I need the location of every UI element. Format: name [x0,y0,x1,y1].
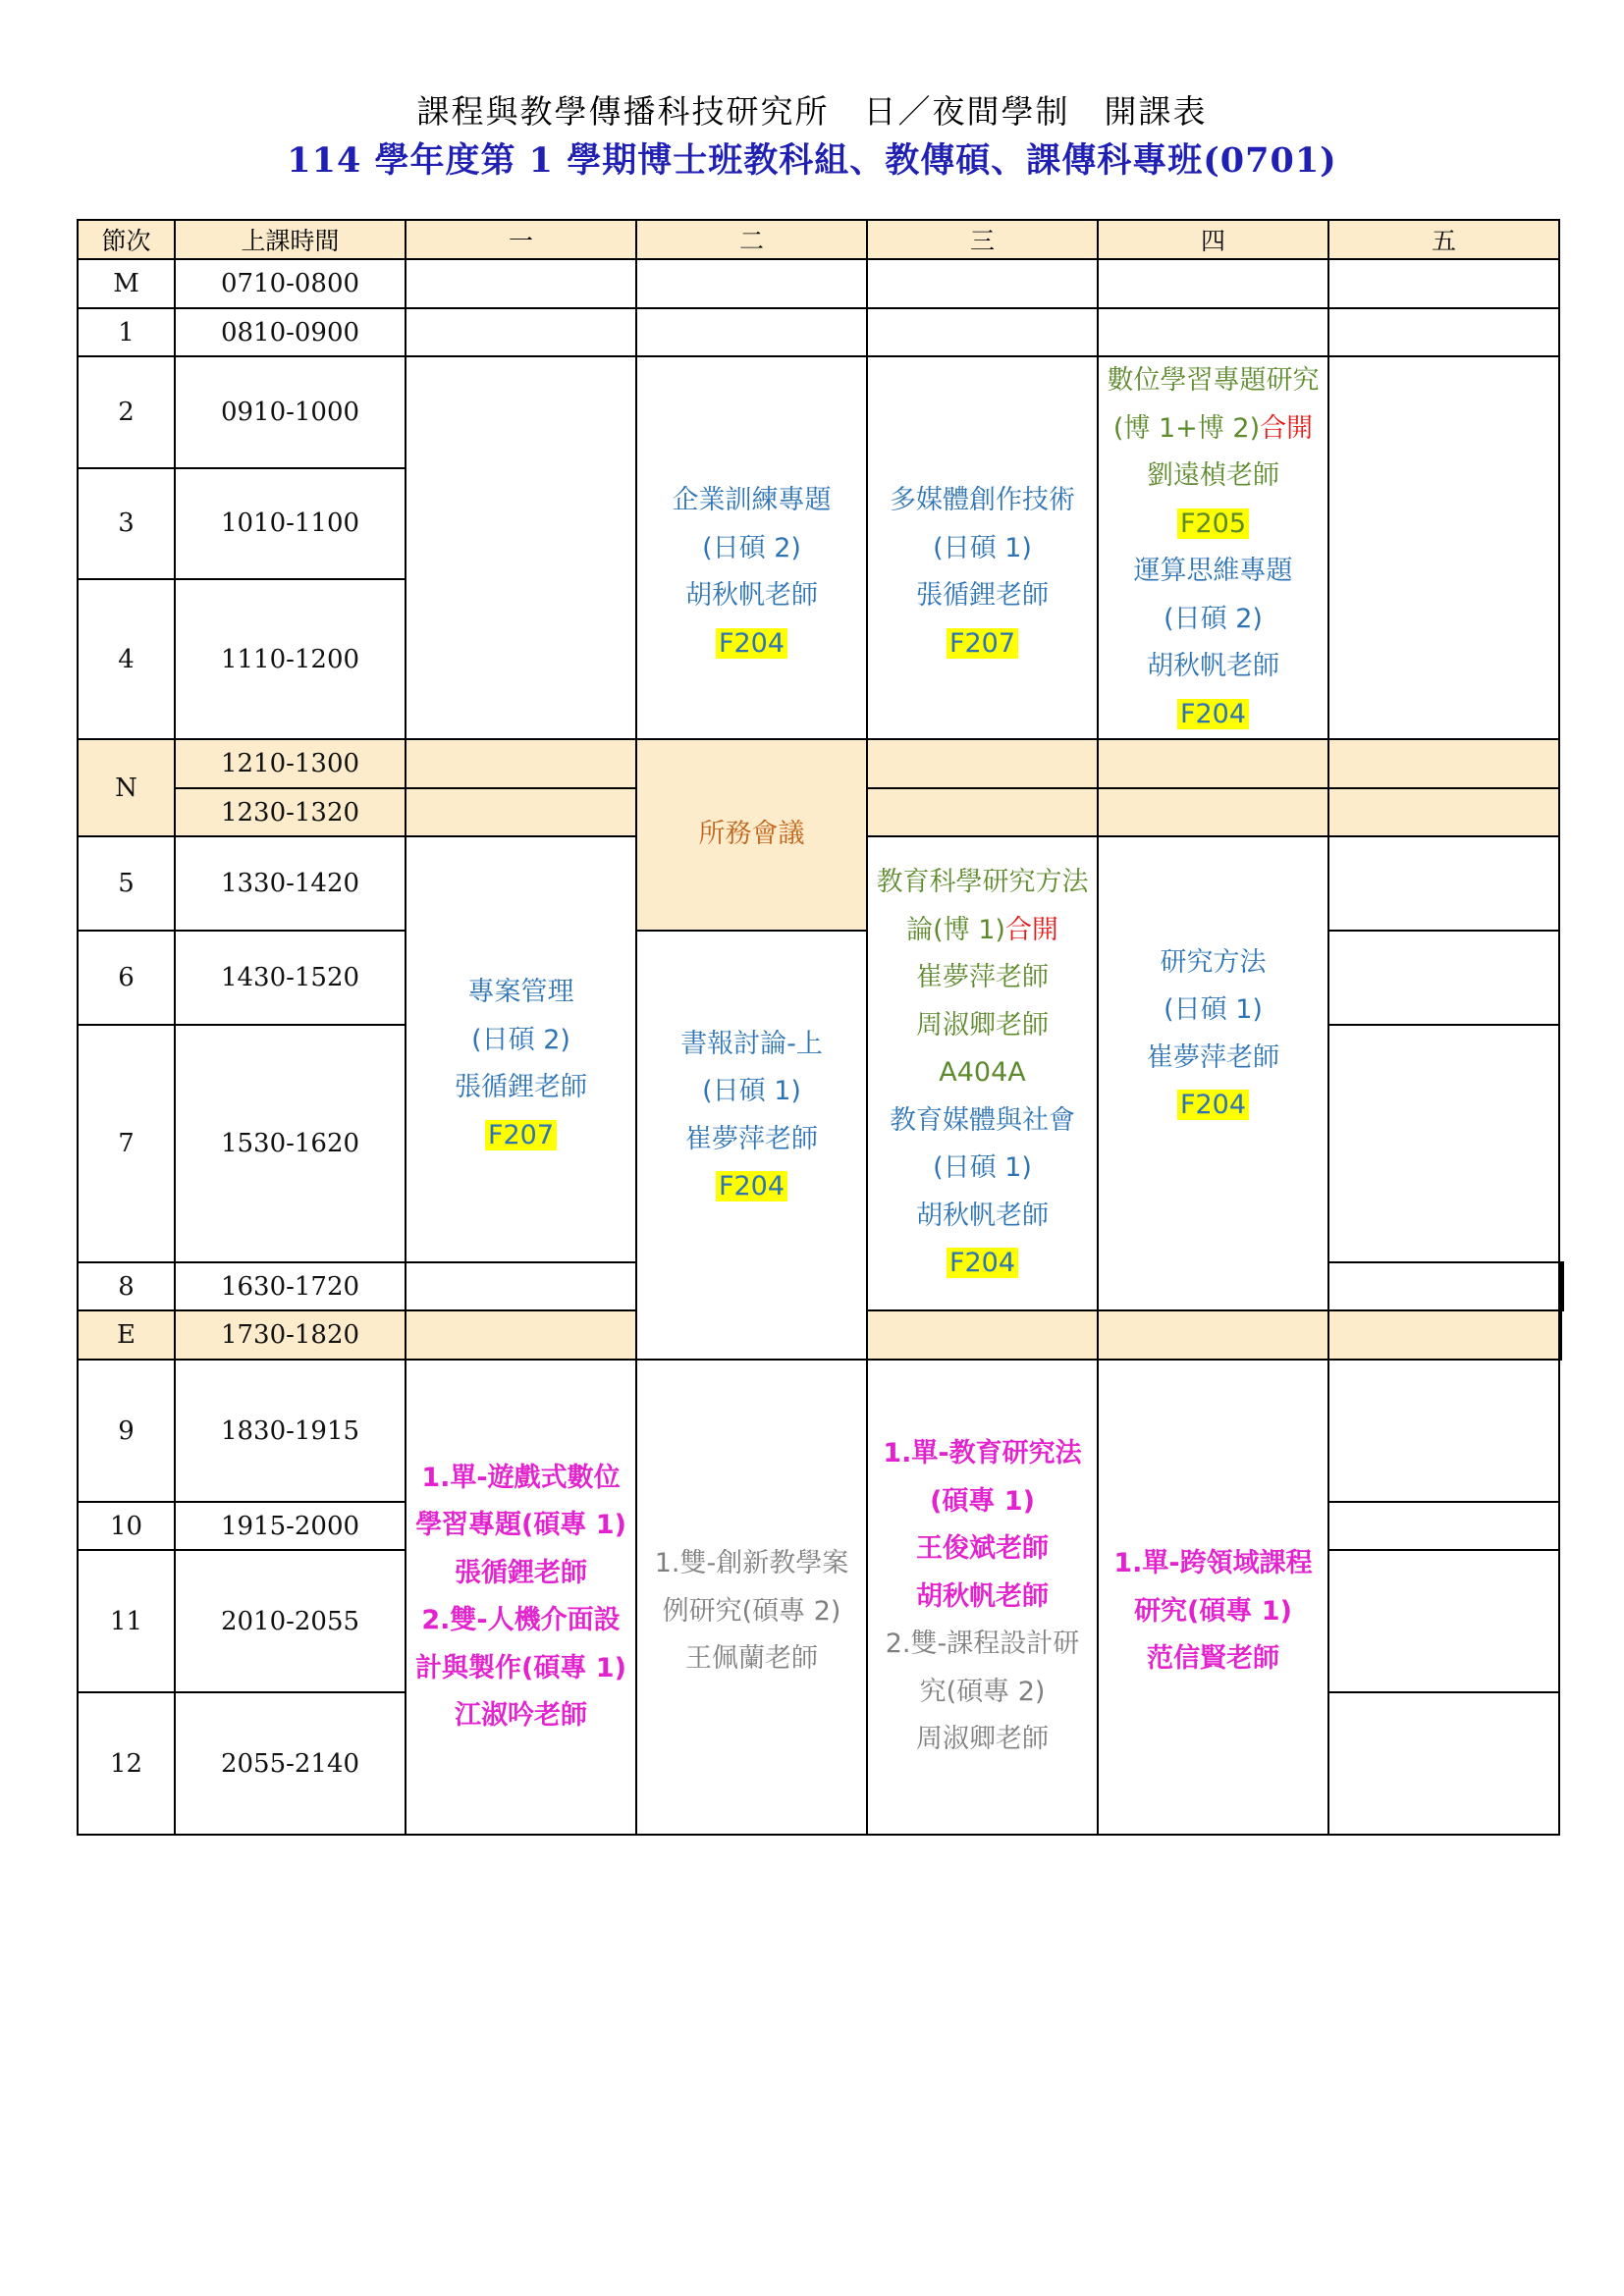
empty-cell [406,1310,636,1360]
course-name: 多媒體創作技術 [890,485,1075,515]
course-room: F204 [947,1248,1018,1278]
empty-cell [1098,1310,1328,1360]
period-cell: 2 [78,356,175,468]
table-row [78,1360,1563,1502]
course-teacher: 王俊斌老師 [916,1533,1049,1565]
joint-label: 合開 [1004,914,1058,945]
header-mon: 一 [406,220,636,259]
empty-cell [1559,1310,1561,1360]
course-line: 例研究(碩專 2) [662,1595,841,1627]
period-cell: E [78,1310,175,1360]
period-cell: 1 [78,308,175,356]
course-room: F204 [716,1171,787,1201]
course-teacher: 胡秋帆老師 [916,1580,1049,1612]
course-mon-afternoon [406,836,636,1262]
course-tue-evening [636,1360,867,1835]
course-line: 2.雙-人機介面設 [421,1605,621,1635]
empty-cell [867,739,1098,788]
time-cell: 1330-1420 [175,836,406,931]
header-row [78,220,1563,259]
course-room: A404A [939,1057,1026,1089]
course-teacher: 周淑卿老師 [916,1724,1049,1755]
course-line: (碩專 1) [930,1485,1035,1517]
empty-cell [406,356,636,739]
course-teacher: 胡秋帆老師 [916,1200,1049,1231]
course-name: 專案管理 [467,977,574,1007]
table-row [78,931,1563,1025]
period-cell: 3 [78,468,175,580]
course-name: 研究方法 [1160,946,1267,978]
empty-cell [1098,259,1328,308]
course-line: 1.單-教育研究法 [883,1438,1082,1469]
course-room: F207 [947,628,1018,659]
empty-cell [1328,788,1559,836]
course-line: 學習專題(碩專 1) [415,1510,626,1540]
empty-cell [1328,1550,1559,1692]
time-cell: 0810-0900 [175,308,406,356]
period-cell: 12 [78,1692,175,1835]
period-cell: 10 [78,1502,175,1550]
course-teacher: 崔夢萍老師 [1147,1041,1279,1073]
course-teacher: 王佩蘭老師 [685,1643,818,1675]
course-teacher: 崔夢萍老師 [916,962,1049,993]
course-teacher: 崔夢萍老師 [685,1123,818,1154]
course-wed-morning [867,356,1098,739]
course-line: 究(碩專 2) [919,1676,1046,1707]
time-cell: 1010-1100 [175,468,406,580]
period-cell: 9 [78,1360,175,1502]
time-cell: 0710-0800 [175,259,406,308]
empty-cell [1328,1692,1559,1835]
course-thu-evening [1098,1360,1328,1835]
empty-cell [1328,259,1559,308]
period-cell: M [78,259,175,308]
course-teacher: 周淑卿老師 [916,1009,1049,1041]
empty-cell [1098,788,1328,836]
time-cell: 1110-1200 [175,579,406,739]
course-wed-afternoon [867,836,1098,1310]
empty-cell [867,788,1098,836]
period-cell: 4 [78,579,175,739]
period-cell: 6 [78,931,175,1025]
empty-cell [406,788,636,836]
header-fri: 五 [1328,220,1559,259]
course-mon-evening [406,1360,636,1835]
empty-cell [406,259,636,308]
course-thu-afternoon [1098,836,1328,1310]
course-name: 企業訓練專題 [672,485,832,515]
empty-cell [1561,1262,1563,1310]
header-time: 上課時間 [175,220,406,259]
table-row [78,356,1563,468]
empty-cell [1328,356,1559,739]
course-class: (日碩 1) [702,1076,801,1106]
empty-cell [636,259,867,308]
empty-cell [1328,836,1559,931]
course-teacher: 范信賢老師 [1147,1643,1279,1675]
course-tue-afternoon [636,931,867,1360]
time-cell: 1830-1915 [175,1360,406,1502]
time-cell: 1730-1820 [175,1310,406,1360]
time-cell: 1430-1520 [175,931,406,1025]
empty-cell [867,259,1098,308]
empty-cell [1328,1502,1559,1550]
empty-cell [867,1310,1098,1360]
joint-label: 合開 [1260,412,1314,444]
course-line: 研究(碩專 1) [1134,1595,1292,1627]
course-class: (日碩 2) [702,532,801,563]
empty-cell [1328,739,1559,788]
course-name: 數位學習專題研究 [1107,365,1320,396]
course-line: 計與製作(碩專 1) [415,1652,626,1683]
period-cell: 8 [78,1262,175,1310]
course-teacher: 江淑吟老師 [455,1700,587,1731]
course-class: (日碩 1) [933,532,1032,563]
empty-cell [1328,308,1559,356]
course-class: (日碩 2) [1164,603,1263,634]
empty-cell [1098,739,1328,788]
course-wed-evening [867,1360,1098,1835]
course-room: F204 [716,628,787,659]
empty-cell [406,1262,636,1310]
course-thu-morning [1098,356,1328,739]
header-wed: 三 [867,220,1098,259]
table-row [78,308,1563,356]
course-line: 1.雙-創新教學案 [654,1548,849,1579]
empty-cell [1328,1025,1559,1262]
empty-cell [406,739,636,788]
course-teacher: 張循鋰老師 [455,1072,587,1102]
course-teacher: 胡秋帆老師 [685,580,818,611]
course-line: 1.單-跨領域課程 [1113,1548,1313,1579]
empty-cell [1328,1310,1559,1360]
course-class: (日碩 1) [1164,994,1263,1025]
course-class: 論(博 1) [906,914,1005,945]
course-name: 書報討論-上 [680,1028,823,1059]
meeting-name: 所務會議 [698,819,805,850]
header-thu: 四 [1098,220,1328,259]
header-tue: 二 [636,220,867,259]
empty-cell [1328,1262,1559,1310]
period-cell: 11 [78,1550,175,1692]
schedule-table [77,219,1564,1836]
course-name: 教育科學研究方法 [876,867,1089,898]
time-cell: 1230-1320 [175,788,406,836]
time-cell: 2055-2140 [175,1692,406,1835]
page-title: 課程與教學傳播科技研究所 日／夜間學制 開課表 [416,92,1208,131]
period-cell: 7 [78,1025,175,1262]
course-room: F204 [1177,699,1249,729]
header-period: 節次 [78,220,175,259]
course-name: 教育媒體與社會 [890,1104,1075,1136]
empty-cell [406,308,636,356]
course-room: F204 [1177,1090,1249,1120]
course-tue-noon [636,739,867,931]
time-cell: 1210-1300 [175,739,406,788]
table-row [78,739,1563,788]
course-class: (博 1+博 2) [1112,412,1261,444]
course-room: F207 [485,1120,557,1150]
time-cell: 0910-1000 [175,356,406,468]
page-subtitle: 114 學年度第 1 學期博士班教科組、教傳碩、課傳科專班(0701) [287,140,1337,181]
time-cell: 1915-2000 [175,1502,406,1550]
time-cell: 1630-1720 [175,1262,406,1310]
course-room: F205 [1177,508,1249,539]
empty-cell [1098,308,1328,356]
time-cell: 2010-2055 [175,1550,406,1692]
empty-cell [867,308,1098,356]
empty-cell [1328,1360,1559,1502]
course-line: 1.單-遊戲式數位 [421,1462,621,1493]
empty-cell [636,308,867,356]
table-row [78,259,1563,308]
course-name: 運算思維專題 [1133,556,1293,586]
course-teacher: 劉遠楨老師 [1147,460,1279,491]
empty-cell [1328,931,1559,1025]
course-tue-morning [636,356,867,739]
course-class: (日碩 1) [933,1152,1032,1184]
time-cell: 1530-1620 [175,1025,406,1262]
period-cell: N [78,739,175,836]
course-line: 2.雙-課程設計研 [885,1629,1080,1660]
course-teacher: 胡秋帆老師 [1147,651,1279,681]
course-teacher: 張循鋰老師 [455,1557,587,1588]
course-class: (日碩 2) [471,1024,570,1055]
course-teacher: 張循鋰老師 [916,580,1049,611]
period-cell: 5 [78,836,175,931]
